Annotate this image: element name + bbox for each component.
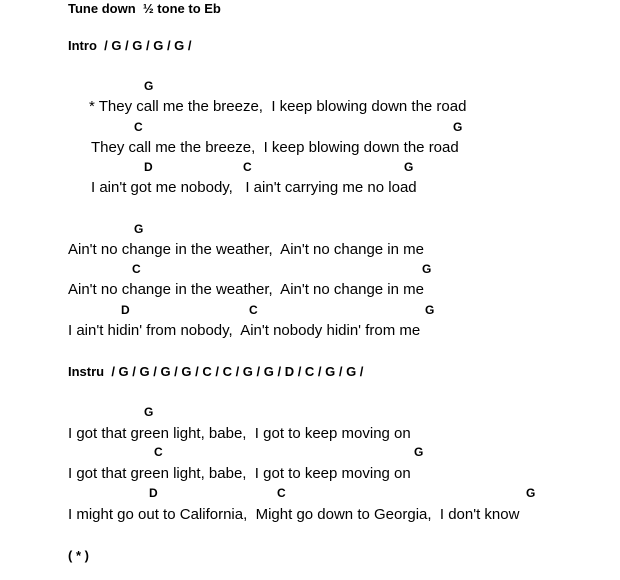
lyric-line: Ain't no change in the weather, Ain't no change in me: [68, 281, 424, 298]
chord-label: G: [425, 303, 435, 317]
intro-line: Intro / G / G / G / G /: [68, 38, 192, 53]
chord-label: D: [121, 303, 130, 317]
repeat-marker: ( * ): [68, 548, 89, 563]
chord-label: C: [249, 303, 258, 317]
lyric-line: Ain't no change in the weather, Ain't no change in me: [68, 241, 424, 258]
instrumental-line: Instru / G / G / G / G / C / C / G / G / D / C / G / G /: [68, 364, 364, 379]
lyric-line: They call me the breeze, I keep blowing down the road: [91, 139, 459, 156]
chord-label: D: [149, 486, 158, 500]
lyric-line: I ain't got me nobody, I ain't carrying me no load: [91, 179, 417, 196]
chord-label: C: [132, 262, 141, 276]
chord-label: C: [277, 486, 286, 500]
chord-label: G: [422, 262, 432, 276]
tuning-note: Tune down ½ tone to Eb: [68, 1, 221, 16]
chord-label: G: [453, 120, 463, 134]
chord-label: G: [414, 445, 424, 459]
lyric-line: I ain't hidin' from nobody, Ain't nobody hidin' from me: [68, 322, 421, 339]
chord-label: C: [134, 120, 143, 134]
lyric-line: I got that green light, babe, I got to keep moving on: [68, 465, 411, 482]
chord-label: G: [526, 486, 536, 500]
lyric-line: I got that green light, babe, I got to keep moving on: [68, 425, 411, 442]
lyric-line: I might go out to California, Might go down to Georgia, I don't know: [68, 506, 520, 523]
chord-label: G: [134, 222, 144, 236]
lyric-line: * They call me the breeze, I keep blowing down the road: [89, 98, 467, 115]
chord-label: G: [404, 160, 414, 174]
chord-label: C: [154, 445, 163, 459]
chord-label: C: [243, 160, 252, 174]
chord-label: D: [144, 160, 153, 174]
chord-label: G: [144, 405, 154, 419]
chord-label: G: [144, 79, 154, 93]
